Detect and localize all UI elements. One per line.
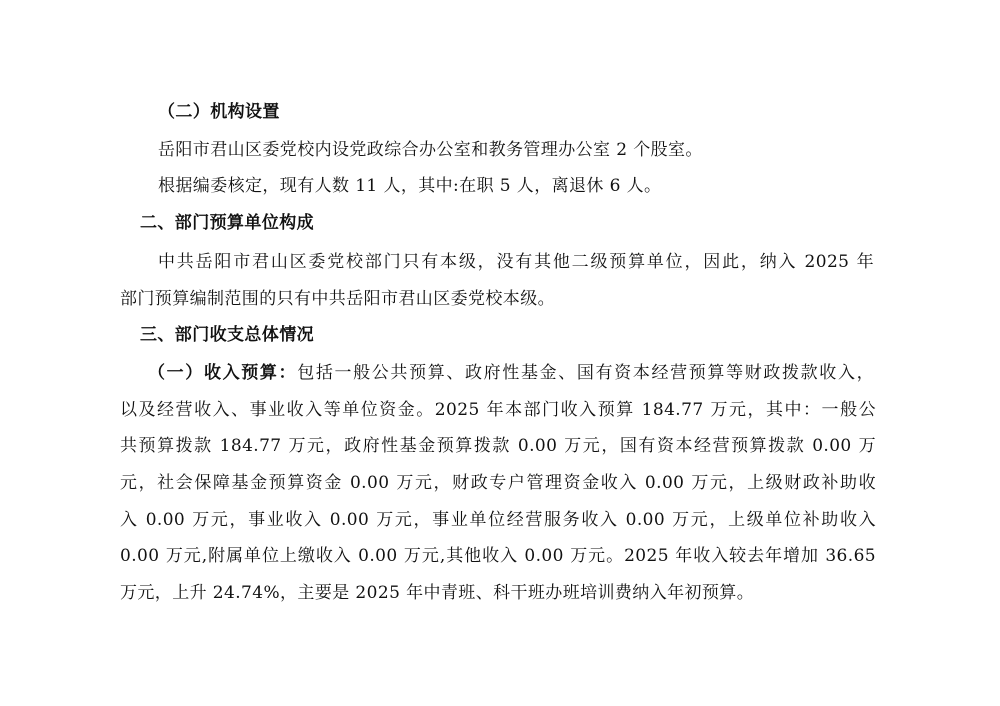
income-paragraph-line-1 <box>148 362 874 384</box>
income-paragraph-line-5: 入 0.00 万元，事业收入 0.00 万元，事业单位经营服务收入 0.00 万元，上级单位补助收入 <box>120 510 876 530</box>
units-paragraph-line-1: 中共岳阳市君山区委党校部门只有本级，没有其他二级预算单位，因此，纳入 2025 年 <box>158 252 874 272</box>
units-paragraph-line-2: 部门预算编制范围的只有中共岳阳市君山区委党校本级。 <box>120 289 555 309</box>
overview-section-heading: 三、部门收支总体情况 <box>140 325 314 345</box>
income-paragraph-line-4: 元，社会保障基金预算资金 0.00 万元，财政专户管理资金收入 0.00 万元，上级财政补助收 <box>120 473 876 493</box>
income-paragraph-line-6: 0.00 万元,附属单位上缴收入 0.00 万元,其他收入 0.00 万元。2025 年收入较去年增加 36.65 <box>120 546 876 566</box>
units-section-heading: 二、部门预算单位构成 <box>140 213 314 233</box>
org-paragraph-staff: 根据编委核定，现有人数 11 人，其中:在职 5 人，离退休 6 人。 <box>158 176 662 196</box>
income-paragraph-line-2: 以及经营收入、事业收入等单位资金。2025 年本部门收入预算 184.77 万元，其中：一般公 <box>120 400 876 420</box>
org-paragraph-departments: 岳阳市君山区委党校内设党政综合办公室和教务管理办公室 2 个股室。 <box>158 140 703 160</box>
income-paragraph-line-1-text: 包括一般公共预算、政府性基金、国有资本经营预算等财政拨款收入， <box>297 363 874 383</box>
income-paragraph-line-7: 万元，上升 24.74%，主要是 2025 年中青班、科干班办班培训费纳入年初预算。 <box>120 583 755 603</box>
income-budget-label: （一）收入预算： <box>148 363 298 383</box>
income-paragraph-line-3: 共预算拨款 184.77 万元，政府性基金预算拨款 0.00 万元，国有资本经营预算拨款 0.00 万 <box>120 436 876 456</box>
org-section-heading: （二）机构设置 <box>158 102 280 122</box>
